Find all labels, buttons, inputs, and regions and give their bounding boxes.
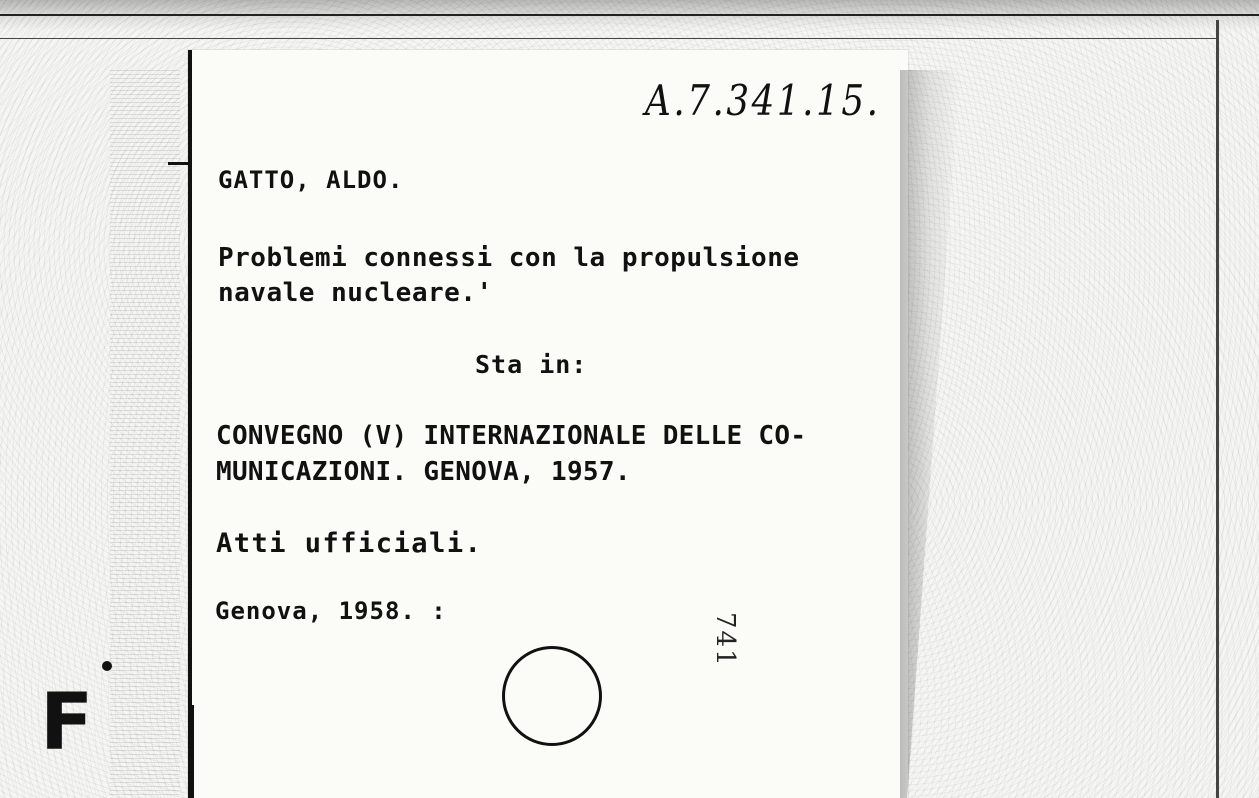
- card-left-tick: [168, 162, 192, 165]
- title-line-2: navale nucleare.': [218, 278, 493, 308]
- author-name: GATTO, ALDO.: [218, 166, 404, 194]
- top-rule: [0, 14, 1259, 16]
- top-rule-secondary: [0, 38, 1218, 39]
- shelfmark-handwritten: A.7.341.15.: [645, 76, 881, 125]
- title-line-1: Problemi connessi con la propulsione: [218, 243, 800, 273]
- margin-letter: F: [40, 678, 94, 768]
- conference-line-1: CONVEGNO (V) INTERNAZIONALE DELLE CO-: [216, 421, 807, 451]
- card-bottom-left-border: [188, 705, 194, 798]
- place-date: Genova, 1958. :: [215, 597, 447, 625]
- conference-line-2: MUNICAZIONI. GENOVA, 1957.: [216, 457, 631, 487]
- series-title: Atti ufficiali.: [216, 528, 483, 559]
- right-scan-edge: [1216, 20, 1219, 798]
- margin-dot: [102, 661, 112, 671]
- left-scan-noise: [110, 70, 180, 798]
- circle-stamp: [502, 646, 602, 746]
- in-label: Sta in:: [475, 350, 588, 379]
- vertical-stamp-number: 741: [710, 612, 740, 668]
